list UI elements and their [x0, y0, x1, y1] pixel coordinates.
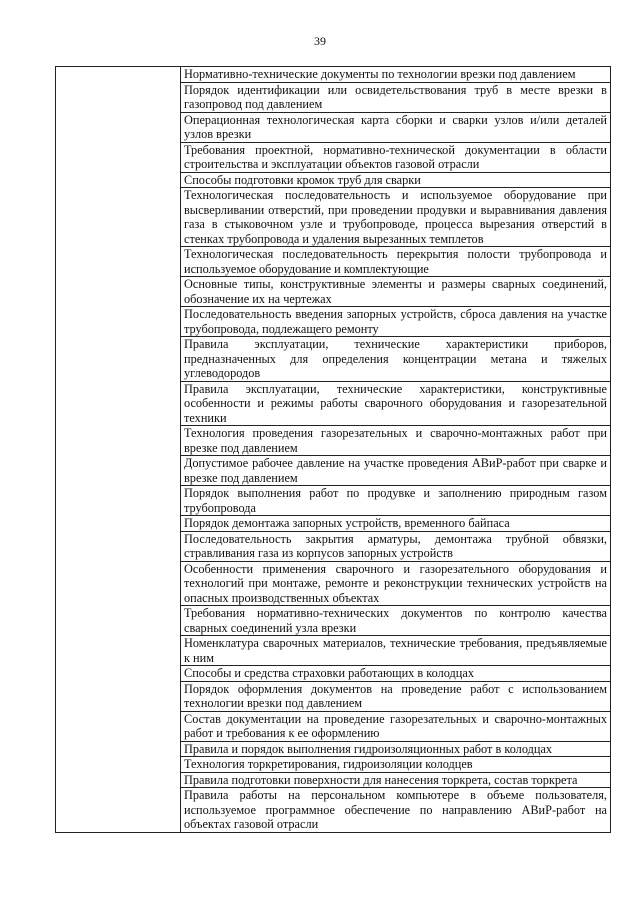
knowledge-item: Технологическая последовательность и используемое оборудование при высверливании отверстий, при проведении продувки и выравнивания давления газа в стыковочном узле и трубопроводе, процесса вырезания отверстий в стенках трубопровода и удаления вырезанных темплетов	[181, 188, 611, 247]
knowledge-item: Основные типы, конструктивные элементы и размеры сварных соединений, обозначение их на чертежах	[181, 277, 611, 307]
knowledge-item: Правила работы на персональном компьютере в объеме пользователя, используемое программное обеспечение по направлению АВиР-работ на объектах газовой отрасли	[181, 788, 611, 833]
table-row	[56, 67, 611, 83]
knowledge-item: Последовательность закрытия арматуры, демонтажа трубной обвязки, стравливания газа из корпусов запорных устройств	[181, 531, 611, 561]
knowledge-item: Способы и средства страховки работающих в колодцах	[181, 666, 611, 682]
page-number: 39	[314, 34, 326, 48]
knowledge-table	[55, 66, 611, 833]
knowledge-item: Состав документации на проведение газорезательных и сварочно-монтажных работ и требования к ее оформлению	[181, 711, 611, 741]
knowledge-item: Особенности применения сварочного и газорезательного оборудования и технологий при монтаже, ремонте и реконструкции технических устройств на опасных производственных объектах	[181, 561, 611, 606]
knowledge-item: Требования проектной, нормативно-технической документации в области строительства и эксплуатации объектов газовой отрасли	[181, 142, 611, 172]
knowledge-table-body	[56, 67, 611, 833]
knowledge-item: Нормативно-технические документы по технологии врезки под давлением	[181, 67, 611, 83]
knowledge-item: Последовательность введения запорных устройств, сброса давления на участке трубопровода, подлежащего ремонту	[181, 307, 611, 337]
knowledge-item: Операционная технологическая карта сборки и сварки узлов и/или деталей узлов врезки	[181, 112, 611, 142]
knowledge-item: Порядок идентификации или освидетельствования труб в месте врезки в газопровод под давлением	[181, 82, 611, 112]
knowledge-item: Правила эксплуатации, технические характеристики приборов, предназначенных для определения концентрации метана и тяжелых углеводородов	[181, 337, 611, 382]
knowledge-item: Технология торкретирования, гидроизоляции колодцев	[181, 757, 611, 773]
knowledge-item: Требования нормативно-технических документов по контролю качества сварных соединений узла врезки	[181, 606, 611, 636]
knowledge-item: Допустимое рабочее давление на участке проведения АВиР-работ при сварке и врезке под давлением	[181, 456, 611, 486]
knowledge-item: Правила и порядок выполнения гидроизоляционных работ в колодцах	[181, 741, 611, 757]
knowledge-item: Порядок оформления документов на проведение работ с использованием технологии врезки под давлением	[181, 681, 611, 711]
knowledge-item: Способы подготовки кромок труб для сварки	[181, 172, 611, 188]
knowledge-item: Правила подготовки поверхности для нанесения торкрета, состав торкрета	[181, 772, 611, 788]
knowledge-item: Правила эксплуатации, технические характеристики, конструктивные особенности и режимы работы сварочного оборудования и газорезательной техники	[181, 381, 611, 426]
knowledge-item: Номенклатура сварочных материалов, технические требования, предъявляемые к ним	[181, 636, 611, 666]
knowledge-item: Технологическая последовательность перекрытия полости трубопровода и используемое оборудование и комплектующие	[181, 247, 611, 277]
knowledge-item: Порядок демонтажа запорных устройств, временного байпаса	[181, 516, 611, 532]
knowledge-item: Технология проведения газорезательных и сварочно-монтажных работ при врезке под давлением	[181, 426, 611, 456]
knowledge-item: Порядок выполнения работ по продувке и заполнению природным газом трубопровода	[181, 486, 611, 516]
empty-left-cell	[56, 67, 181, 833]
